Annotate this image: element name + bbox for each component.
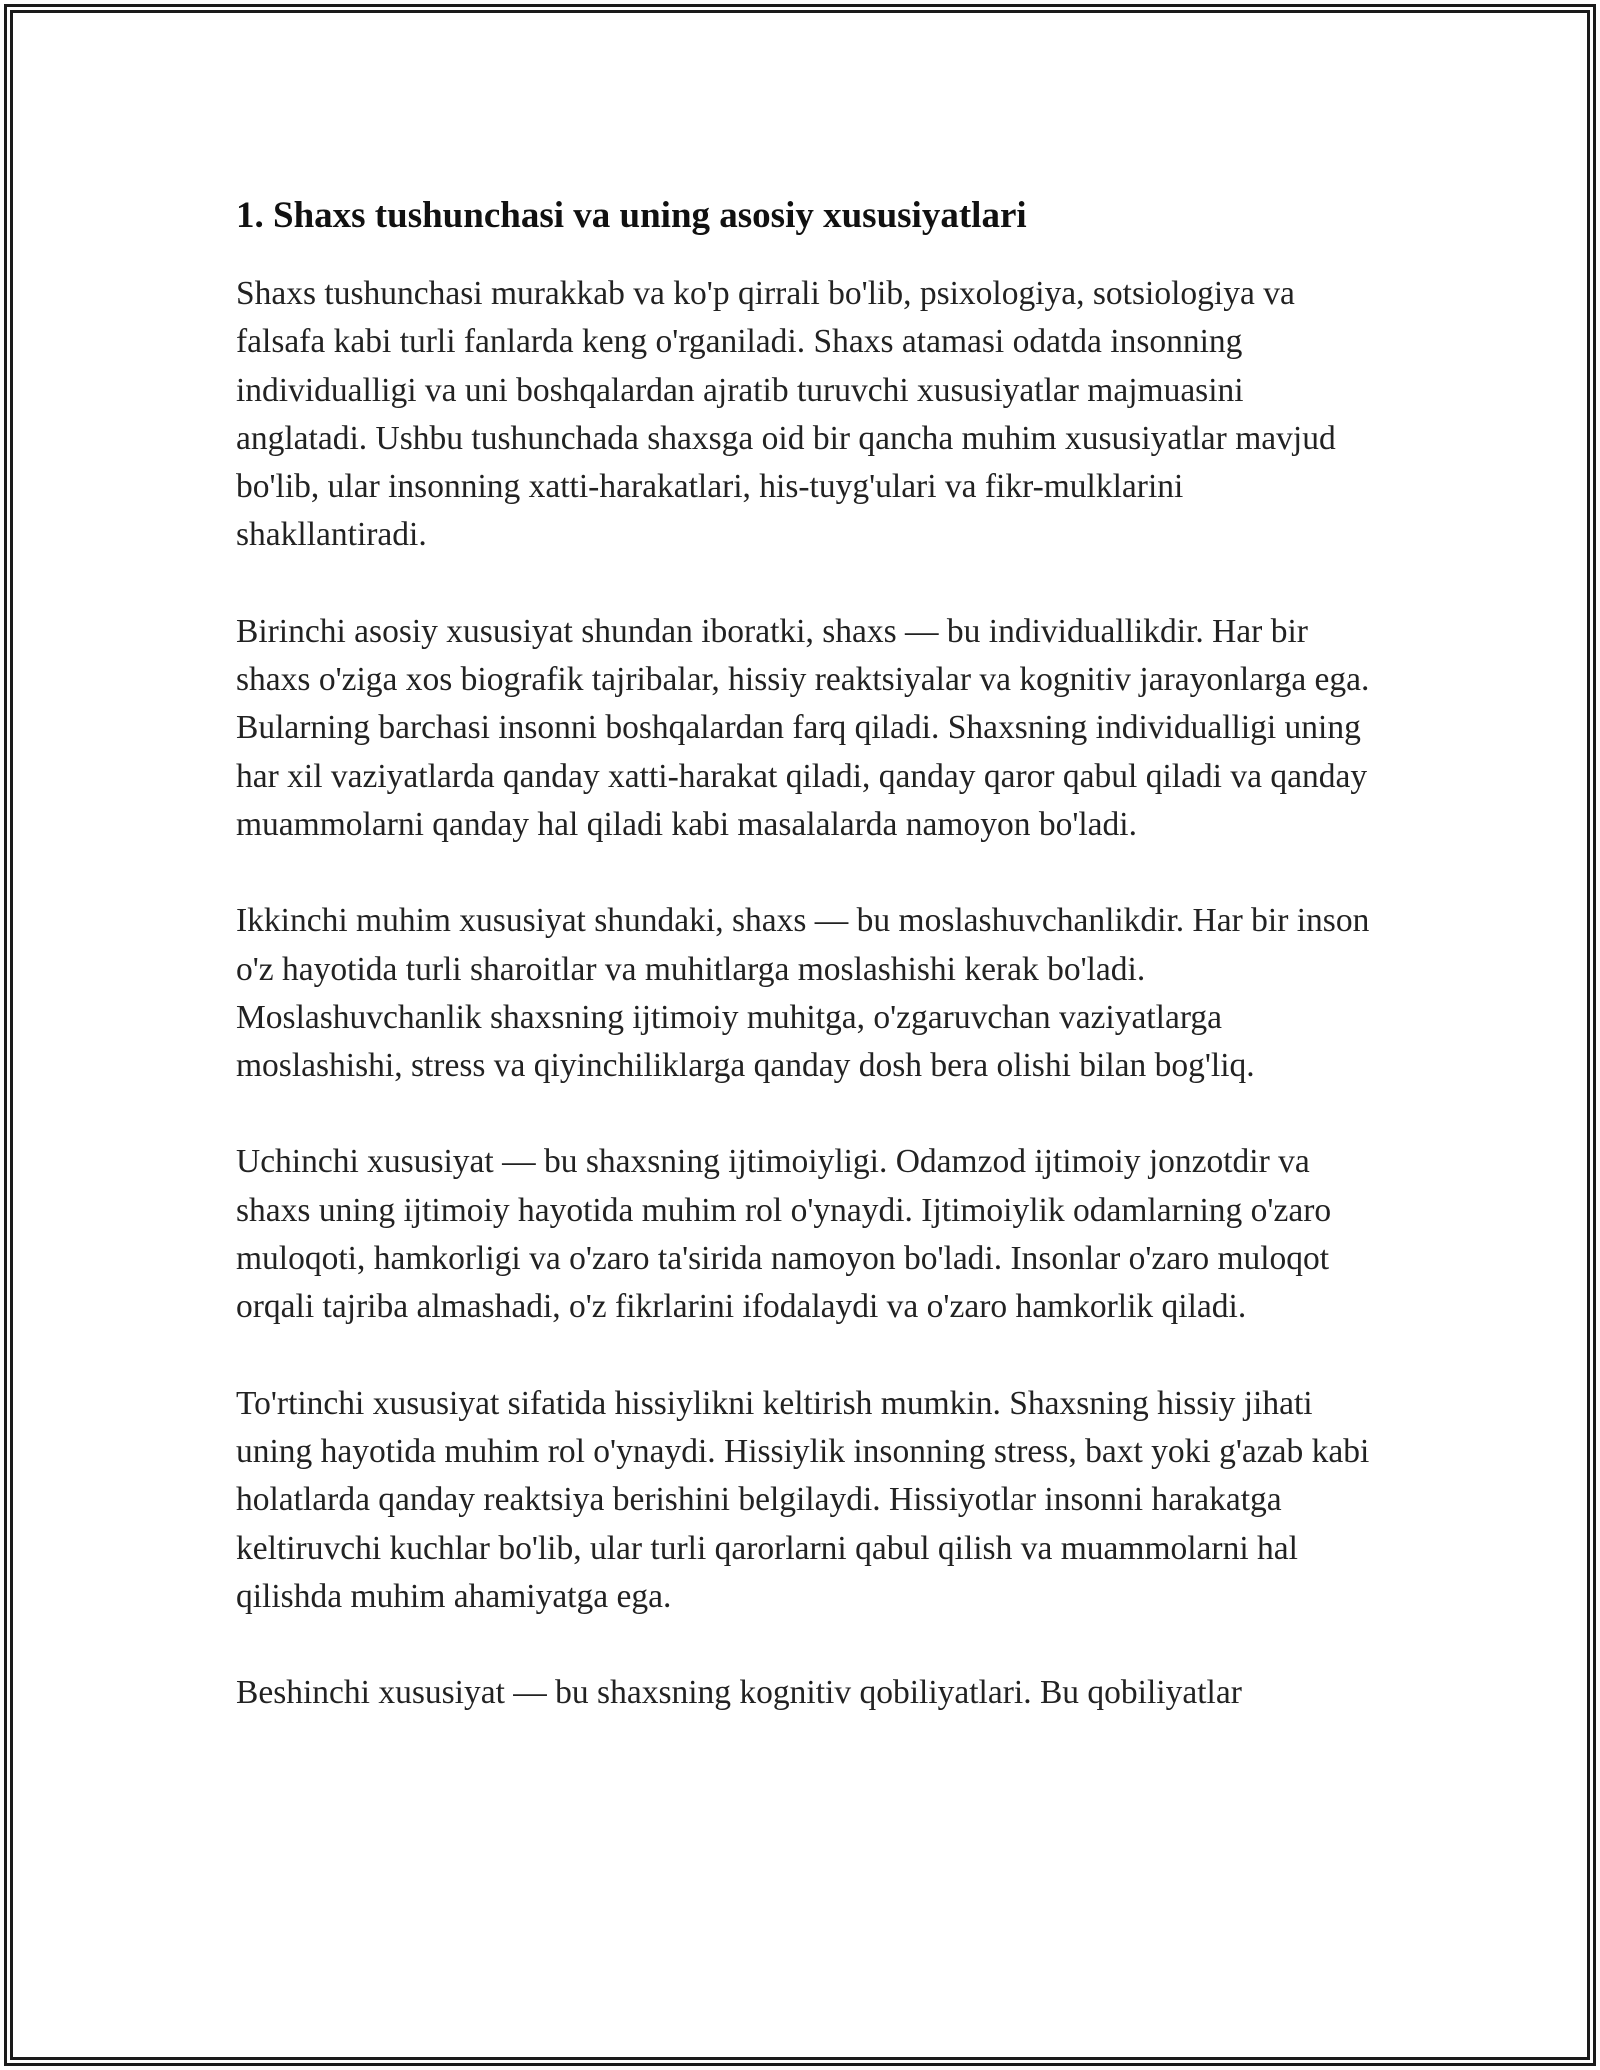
- paragraph-3: Ikkinchi muhim xususiyat shundaki, shaxs — bu moslashuvchanlikdir. Har bir inson o'z hayotida turli sharoitlar va muhitlarga moslashishi kerak bo'ladi. Moslashuvchanlik shaxsning ijtimoiy muhitga, o'zgaruvchan vaziyatlarga moslashishi, stress va qiyinchiliklarga qanday dosh bera olishi bilan bog'liq.: [236, 902, 1370, 1085]
- document-body: [236, 190, 1376, 1765]
- section-heading: 1. Shaxs tushunchasi va uning asosiy xususiyatlari: [236, 195, 1027, 236]
- paragraph-4: Uchinchi xususiyat — bu shaxsning ijtimoiyligi. Odamzod ijtimoiy jonzotdir va shaxs uning ijtimoiy hayotida muhim rol o'ynaydi. Ijtimoiylik odamlarning o'zaro muloqoti, hamkorligi va o'zaro ta'sirida namoyon bo'ladi. Insonlar o'zaro muloqot orqali tajriba almashadi, o'z fikrlarini ifodalaydi va o'zaro hamkorlik qiladi.: [236, 1143, 1332, 1326]
- paragraph-5: To'rtinchi xususiyat sifatida hissiylikni keltirish mumkin. Shaxsning hissiy jihati uning hayotida muhim rol o'ynaydi. Hissiylik insonning stress, baxt yoki g'azab kabi holatlarda qanday reaktsiya berishini belgilaydi. Hissiyotlar insonni harakatga keltiruvchi kuchlar bo'lib, ular turli qarorlarni qabul qilish va muammolarni hal qilishda muhim ahamiyatga ega.: [236, 1384, 1370, 1615]
- paragraph-6: Beshinchi xususiyat — bu shaxsning kognitiv qobiliyatlari. Bu qobiliyatlar: [236, 1674, 1242, 1712]
- paragraph-1: Shaxs tushunchasi murakkab va ko'p qirrali bo'lib, psixologiya, sotsiologiya va falsafa kabi turli fanlarda keng o'rganiladi. Shaxs atamasi odatda insonning individualligi va uni boshqalardan ajratib turuvchi xususiyatlar majmuasini anglatadi. Ushbu tushunchada shaxsga oid bir qancha muhim xususiyatlar mavjud bo'lib, ular insonning xatti-harakatlari, his-tuyg'ulari va fikr-mulklarini shakllantiradi.: [236, 275, 1336, 554]
- paragraph-2: Birinchi asosiy xususiyat shundan iboratki, shaxs — bu individuallikdir. Har bir shaxs o'ziga xos biografik tajribalar, hissiy reaktsiyalar va kognitiv jarayonlarga ega. Bularning barchasi insonni boshqalardan farq qiladi. Shaxsning individualligi uning har xil vaziyatlarda qanday xatti-harakat qiladi, qanday qaror qabul qiladi va qanday muammolarni qanday hal qiladi kabi masalalarda namoyon bo'ladi.: [236, 612, 1370, 843]
